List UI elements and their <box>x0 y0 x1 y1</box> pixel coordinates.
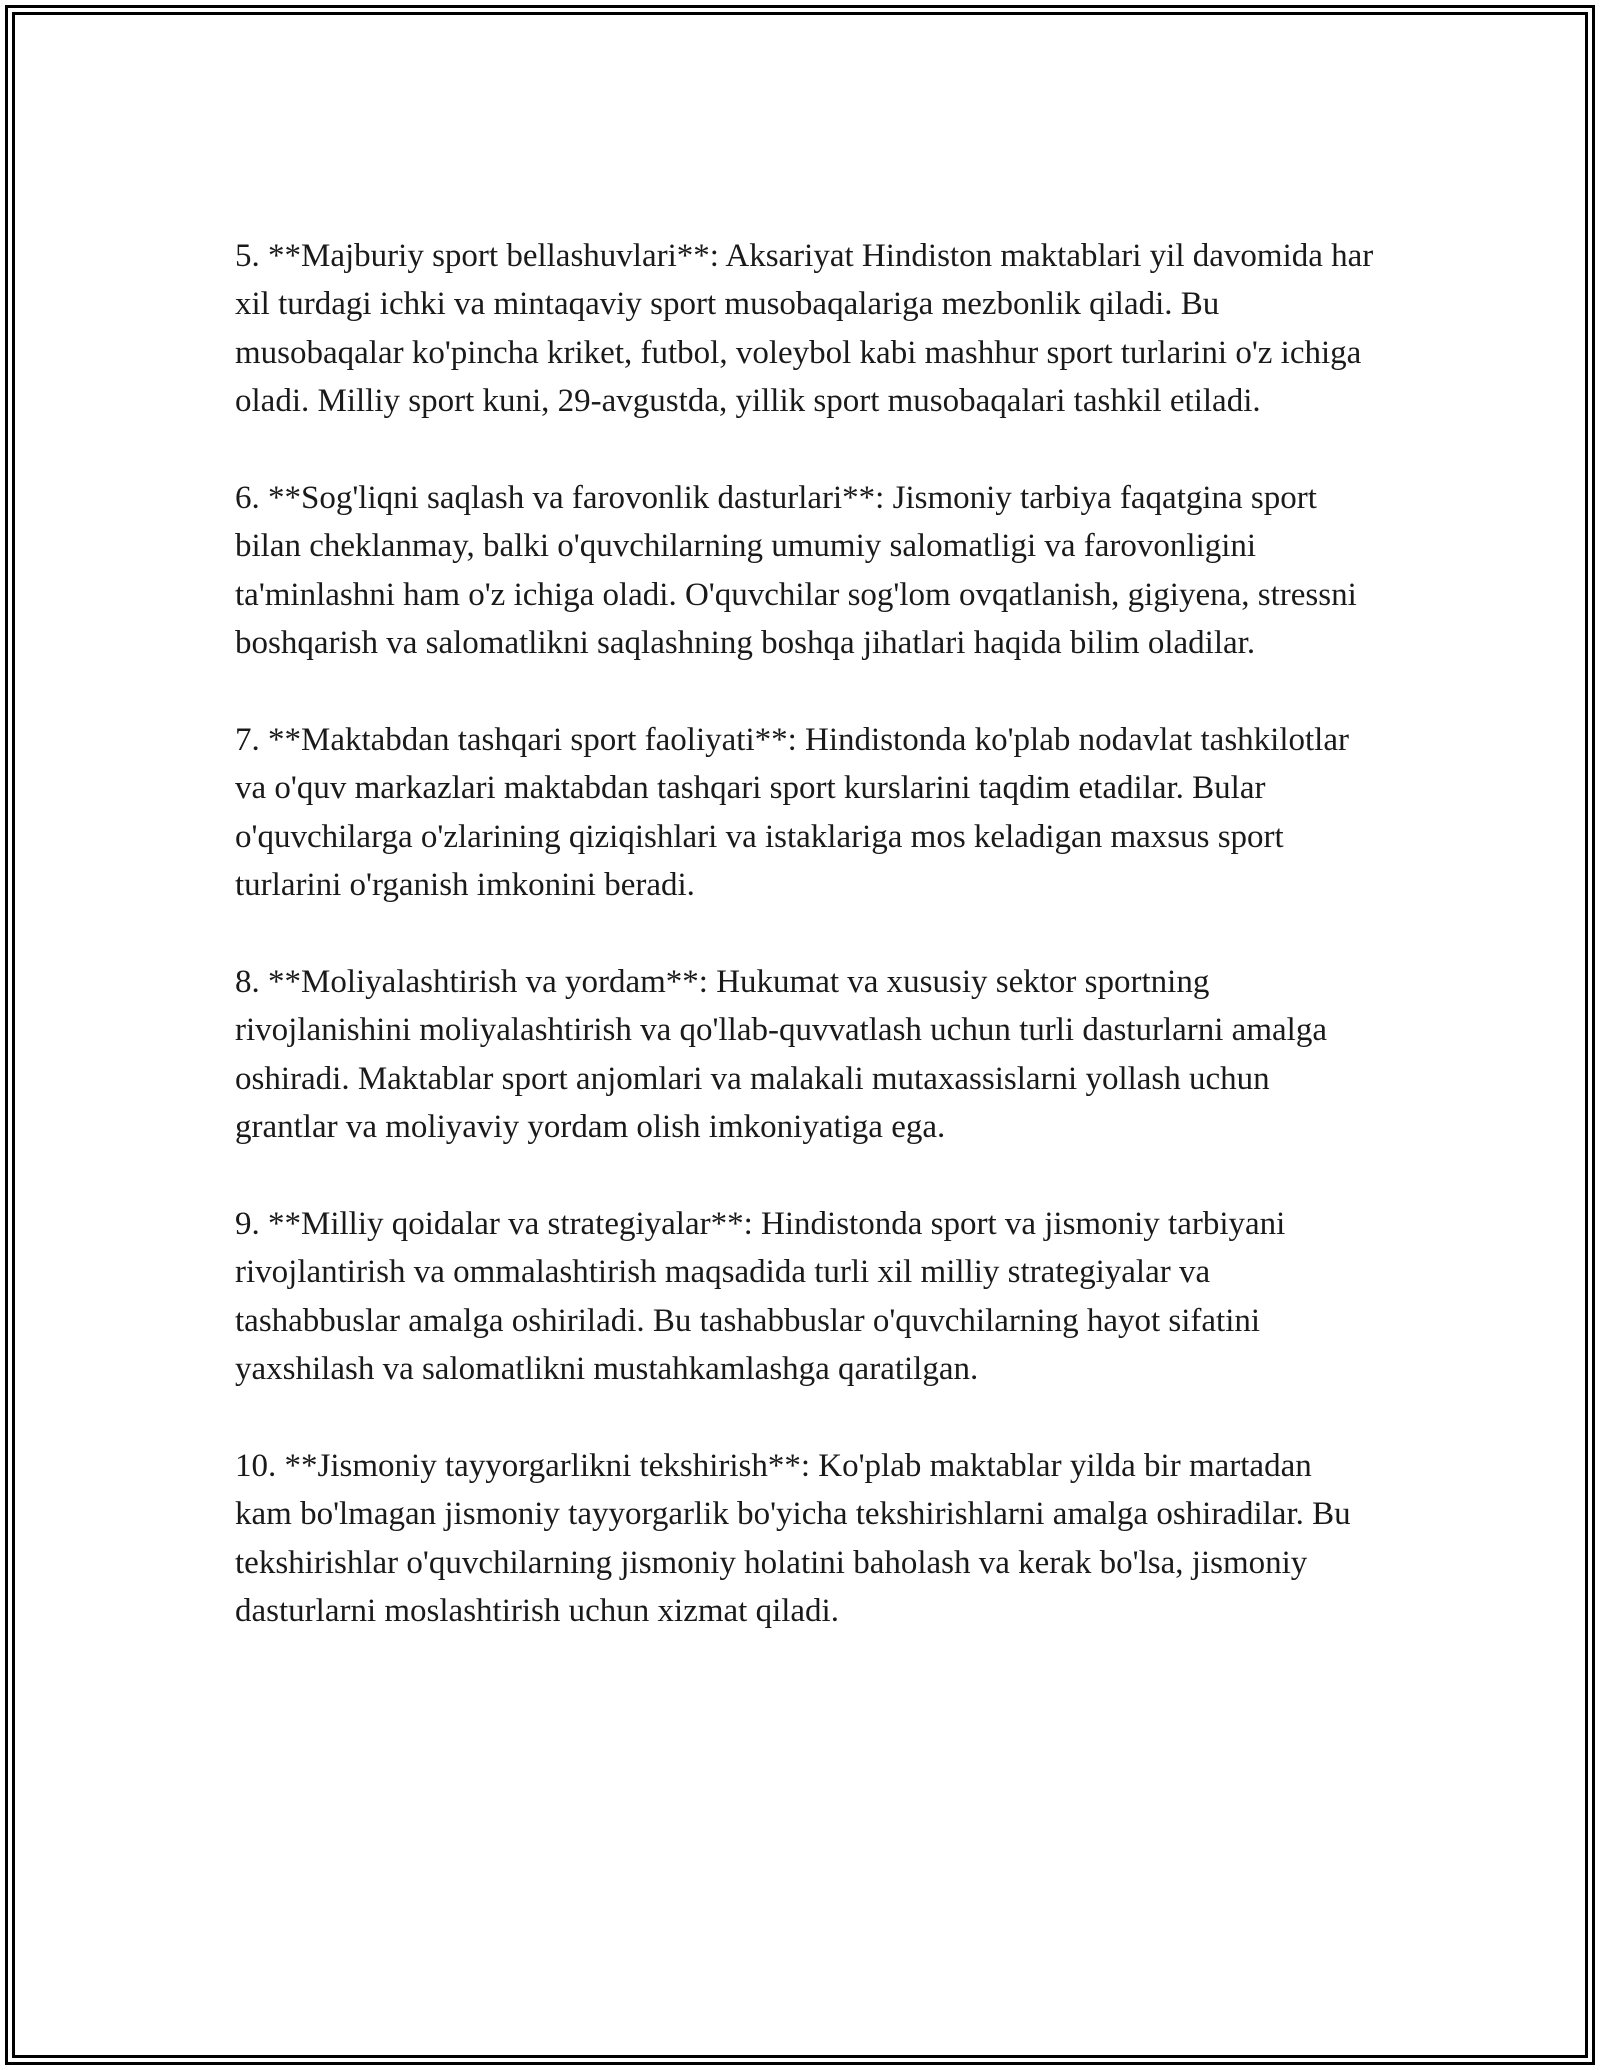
paragraph-7: 7. **Maktabdan tashqari sport faoliyati**: Hindistonda ko'plab nodavlat tashkilotlar va o'quv markazlari maktabdan tashqari sport kurslarini taqdim etadilar. Bular o'quvchilarga o'zlarining qiziqishlari va istaklariga mos keladigan maxsus sport turlarini o'rganish imkonini beradi. <box>235 722 1349 904</box>
document-body <box>235 232 1375 1684</box>
paragraph-6: 6. **Sog'liqni saqlash va farovonlik dasturlari**: Jismoniy tarbiya faqatgina sport bilan cheklanmay, balki o'quvchilarning umumiy salomatligi va farovonligini ta'minlashni ham o'z ichiga oladi. O'quvchilar sog'lom ovqatlanish, gigiyena, stressni boshqarish va salomatlikni saqlashning boshqa jihatlari haqida bilim oladilar. <box>235 480 1357 662</box>
paragraph-9: 9. **Milliy qoidalar va strategiyalar**: Hindistonda sport va jismoniy tarbiyani rivojlantirish va ommalashtirish maqsadida turli xil milliy strategiyalar va tashabbuslar amalga oshiriladi. Bu tashabbuslar o'quvchilarning hayot sifatini yaxshilash va salomatlikni mustahkamlashga qaratilgan. <box>235 1206 1286 1388</box>
paragraph-8: 8. **Moliyalashtirish va yordam**: Hukumat va xususiy sektor sportning rivojlanishini moliyalashtirish va qo'llab-quvvatlash uchun turli dasturlarni amalga oshiradi. Maktablar sport anjomlari va malakali mutaxassislarni yollash uchun grantlar va moliyaviy yordam olish imkoniyatiga ega. <box>235 964 1327 1146</box>
paragraph-5: 5. **Majburiy sport bellashuvlari**: Aksariyat Hindiston maktablari yil davomida har xil turdagi ichki va mintaqaviy sport musobaqalariga mezbonlik qiladi. Bu musobaqalar ko'pincha kriket, futbol, voleybol kabi mashhur sport turlarini o'z ichiga oladi. Milliy sport kuni, 29-avgustda, yillik sport musobaqalari tashkil etiladi. <box>235 238 1374 420</box>
paragraph-10: 10. **Jismoniy tayyorgarlikni tekshirish**: Ko'plab maktablar yilda bir martadan kam bo'lmagan jismoniy tayyorgarlik bo'yicha tekshirishlarni amalga oshiradilar. Bu tekshirishlar o'quvchilarning jismoniy holatini baholash va kerak bo'lsa, jismoniy dasturlarni moslashtirish uchun xizmat qiladi. <box>235 1448 1351 1630</box>
